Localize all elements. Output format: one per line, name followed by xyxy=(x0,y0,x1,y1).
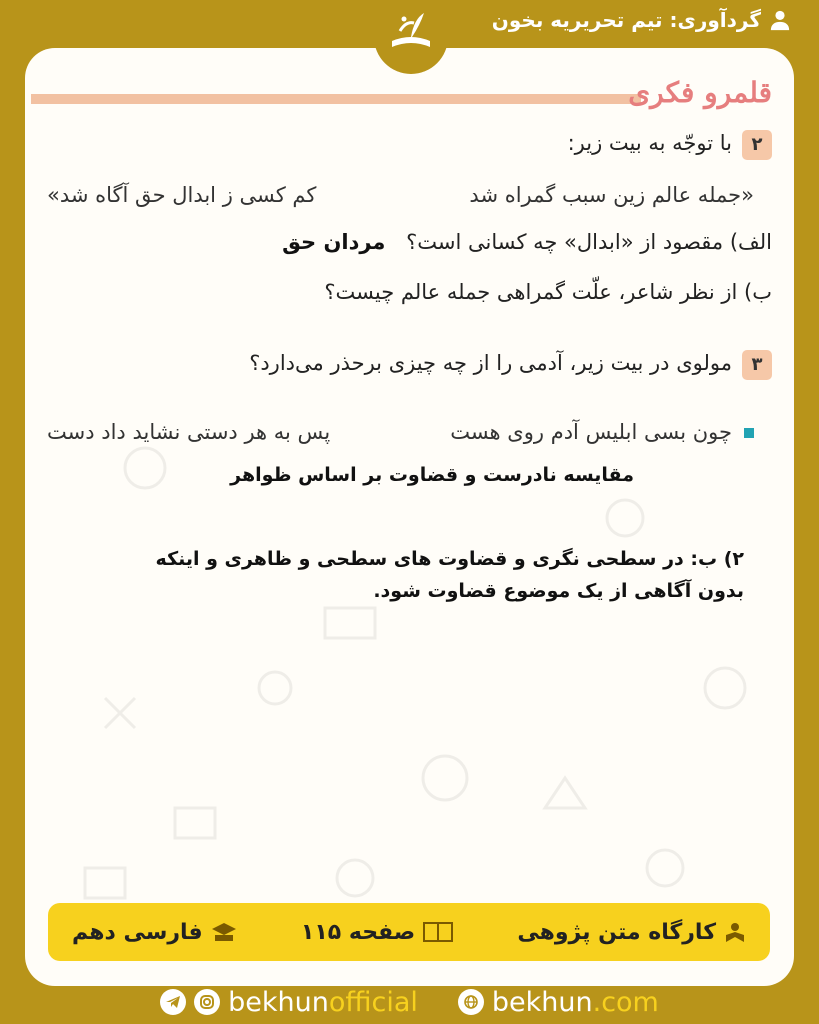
book-icon xyxy=(423,921,453,943)
q2-prompt-line xyxy=(568,130,772,160)
q2-part-a: الف) مقصود از «ابدال» چه کسانی است؟ xyxy=(406,230,772,254)
site-part-b: .com xyxy=(592,986,659,1018)
q3-verse-right: چون بسی ابلیس آدم روی هست xyxy=(450,420,732,444)
q2-part-b: ب) از نظر شاعر، علّت گمراهی جمله عالم چیست؟ xyxy=(324,280,772,304)
footer-lesson-label: کارگاه متن پژوهی xyxy=(517,919,716,945)
section-title: قلمرو فکری xyxy=(628,76,772,109)
answer-note-line1: ۲) ب: در سطحی نگری و قضاوت های سطحی و ظاهری و اینکه xyxy=(155,548,744,570)
footer-page-label: صفحه ۱۱۵ xyxy=(300,919,416,945)
q2-prompt: با توجّه به بیت زیر: xyxy=(567,131,732,155)
social-bar xyxy=(0,980,819,1024)
telegram-icon xyxy=(160,989,186,1015)
user-icon xyxy=(769,9,791,31)
q3-answer: مقایسه نادرست و قضاوت بر اساس ظواهر xyxy=(230,464,634,486)
reader-icon xyxy=(724,921,746,943)
footer-lesson xyxy=(517,920,746,945)
website-link[interactable] xyxy=(458,987,659,1018)
credit-text: گردآوری: تیم تحریریه بخون xyxy=(491,8,761,32)
q2-verse-right: «جمله عالم زین سبب گمراه شد xyxy=(469,183,754,207)
q3-number: ۳ xyxy=(742,350,772,380)
q2-part-a-line xyxy=(282,230,772,254)
answer-note-line2: بدون آگاهی از یک موضوع قضاوت شود. xyxy=(373,580,744,602)
q3-prompt: مولوی در بیت زیر، آدمی را از چه چیزی برحذر می‌دارد؟ xyxy=(249,351,732,375)
bullet-icon xyxy=(744,428,754,438)
globe-icon xyxy=(458,989,484,1015)
footer-bar xyxy=(48,903,770,961)
instagram-handle[interactable] xyxy=(160,987,418,1018)
section-underline xyxy=(31,94,641,104)
handle-part-a: bekhun xyxy=(228,986,329,1018)
q2-verse-left: کم کسی ز ابدال حق آگاه شد» xyxy=(47,183,317,207)
credit xyxy=(492,8,791,32)
book-logo-icon xyxy=(384,7,438,61)
logo xyxy=(374,0,448,74)
content-card xyxy=(25,48,794,986)
graduation-cap-icon xyxy=(211,921,237,943)
site-part-a: bekhun xyxy=(491,986,593,1018)
footer-page xyxy=(301,920,453,945)
q2-number: ۲ xyxy=(742,130,772,160)
q3-verse-right-line xyxy=(450,420,754,444)
instagram-icon xyxy=(194,989,220,1015)
footer-book-label: فارسی دهم xyxy=(72,919,203,945)
footer-book xyxy=(72,920,237,945)
handle-part-b: official xyxy=(328,986,418,1018)
q3-prompt-line xyxy=(249,350,772,380)
q3-verse-left: پس به هر دستی نشاید داد دست xyxy=(47,420,331,444)
q2-part-a-answer: مردان حق xyxy=(282,230,386,254)
